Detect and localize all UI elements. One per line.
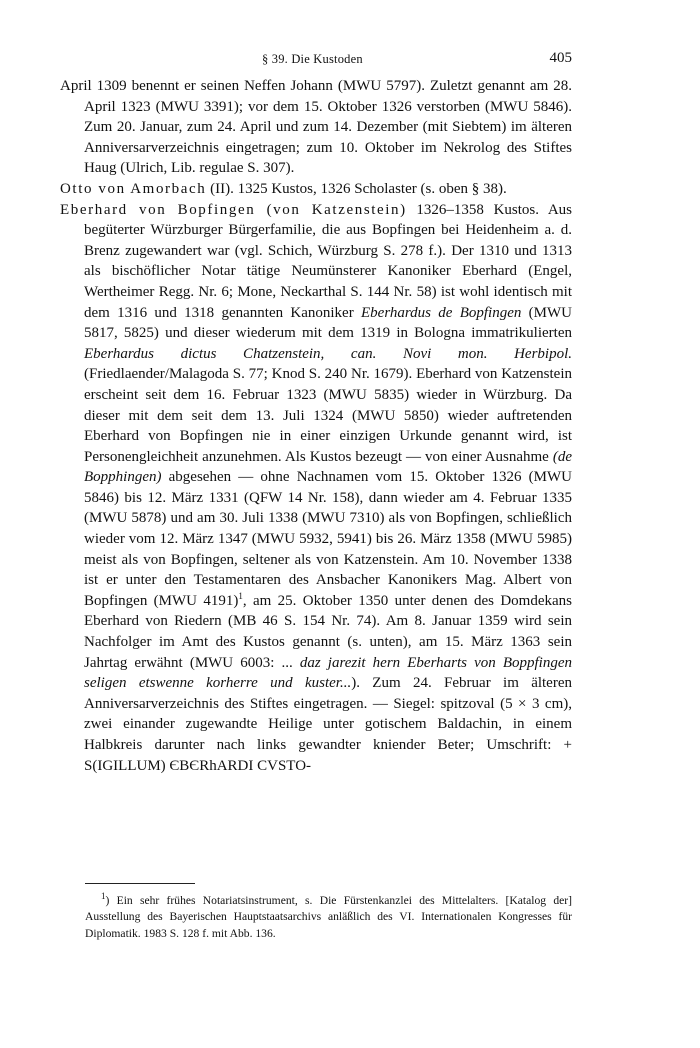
page-header <box>0 50 700 70</box>
latin-name: Eberhardus de Bopfingen <box>361 304 522 321</box>
entry-eberhard-von-bopfingen: Eberhard von Bopfingen (von Katzenstein) 1326–1358 Kustos. Aus begüterter Würzburger Bürgerfamilie, die aus Bopfingen bei Heidenheim a. d. Brenz zugewandert war (vgl. Schich, Würzburg S. 278 f.). Der 1310 und 1313 als bischöflicher Notar tätige Neumünsterer Kanoniker Eberhard (Engel, Wertheimer Regg. Nr. 6; Mone, Neckarthal S. 144 Nr. 58) ist wohl identisch mit dem 1316 und 1318 genannten Kanoniker Eberhardus de Bopfingen (MWU 5817, 5825) und dieser wiederum mit dem 1319 in Bologna immatrikulierten Eberhardus dictus Chatzenstein, can. Novi mon. Herbipol. (Friedlaender/Malagoda S. 77; Knod S. 240 Nr. 1679). Eberhard von Katzenstein erscheint seit dem 16. Februar 1323 (MWU 5835) wieder in Würzburg. Da dieser mit dem seit dem 13. Juli 1324 (MWU 5850) wieder auftretenden Eberhard von Bopfingen nie in einer einzigen Urkunde genannt wird, ist Personengleichheit anzunehmen. Als Kustos bezeugt — von einer Ausnahme (de Bopphingen) abgesehen — ohne Nachnamen vom 15. Oktober 1326 (MWU 5846) bis 12. März 1331 (QFW 14 Nr. 158), dann wieder am 4. Februar 1335 (MWU 5878) und am 30. Juli 1338 (MWU 7310) als von Bopfingen, schließlich wieder vom 12. März 1347 (MWU 5932, 5941) bis 26. März 1358 (MWU 5985) meist als von Bopfingen, seltener als von Katzenstein. Am 10. November 1338 ist er unter den Testamentaren des Ansbacher Kanonikers Mag. Albert von Bopfingen (MWU 4191)$^1$, am 25. Oktober 1350 unter denen des Domdekans Eberhard von Riedern (MB 46 S. 154 Nr. 74). Am 8. Januar 1359 wird sein Nachfolger im Amt des Kustos genannt (s. unten), am 15. März 1363 sein Jahrtag erwähnt (MWU 6003: ... daz jarezit hern Eberharts von Boppfingen seligen etswenne korherre und kuster...). Zum 24. Februar im älteren Anniversarverzeichnis des Stiftes eingetragen. — Siegel: spitzoval (5 × 3 cm), zwei einander zugewandte Heilige unter gotischem Baldachin, in einem Halbkreis darunter nach links gewandter kniender Beter; Umschrift: + S(IGILLUM) ЄBЄRhARDI CVSTO- <box>60 201 572 774</box>
page-number: 405 <box>549 50 572 66</box>
german-quotation: daz jarezit hern Eberharts von Boppfingen seligen etswenne korherre und kuster... <box>84 654 572 692</box>
running-head: § 39. Die Kustoden <box>262 52 363 66</box>
footnote-mark: 1 <box>101 891 106 902</box>
footnote-divider <box>85 883 195 884</box>
latin-citation: Eberhardus dictus Chatzenstein, can. Novi mon. Herbipol. <box>84 345 572 362</box>
footnote: $^1$) Ein sehr frühes Notariatsinstrument, s. Die Fürstenkanzlei des Mittelalters. [Katalog der] Ausstellung des Bayerischen Hauptstaatsarchivs anläßlich des VI. Internationalen Kongresses für Diplomatik. 1983 S. 128 f. mit Abb. 136. <box>85 891 572 940</box>
entry-otto-von-amorbach: Otto von Amorbach (II). 1325 Kustos, 1326 Scholaster (s. oben § 38). <box>60 180 507 197</box>
main-text <box>60 76 572 776</box>
person-name: Otto von Amorbach <box>60 180 207 197</box>
person-alias: (von Katzenstein) <box>255 201 407 218</box>
person-name: Eberhard von Bopfingen <box>60 201 256 218</box>
footnote-reference[interactable]: 1 <box>238 590 243 601</box>
entry-continuation: April 1309 benennt er seinen Neffen Johann (MWU 5797). Zuletzt genannt am 28. April 1323 (MWU 3391); vor dem 15. Oktober 1326 verstorben (MWU 5846). Zum 20. Januar, zum 24. April und zum 14. Dezember (mit Siebtem) im älteren Anniversarverzeichnis eingetragen; zum 10. Oktober im Nekrolog des Stiftes Haug (Ulrich, Lib. regulae S. 307). <box>60 78 572 177</box>
latin-variant: (de Bopphingen) <box>84 448 572 486</box>
